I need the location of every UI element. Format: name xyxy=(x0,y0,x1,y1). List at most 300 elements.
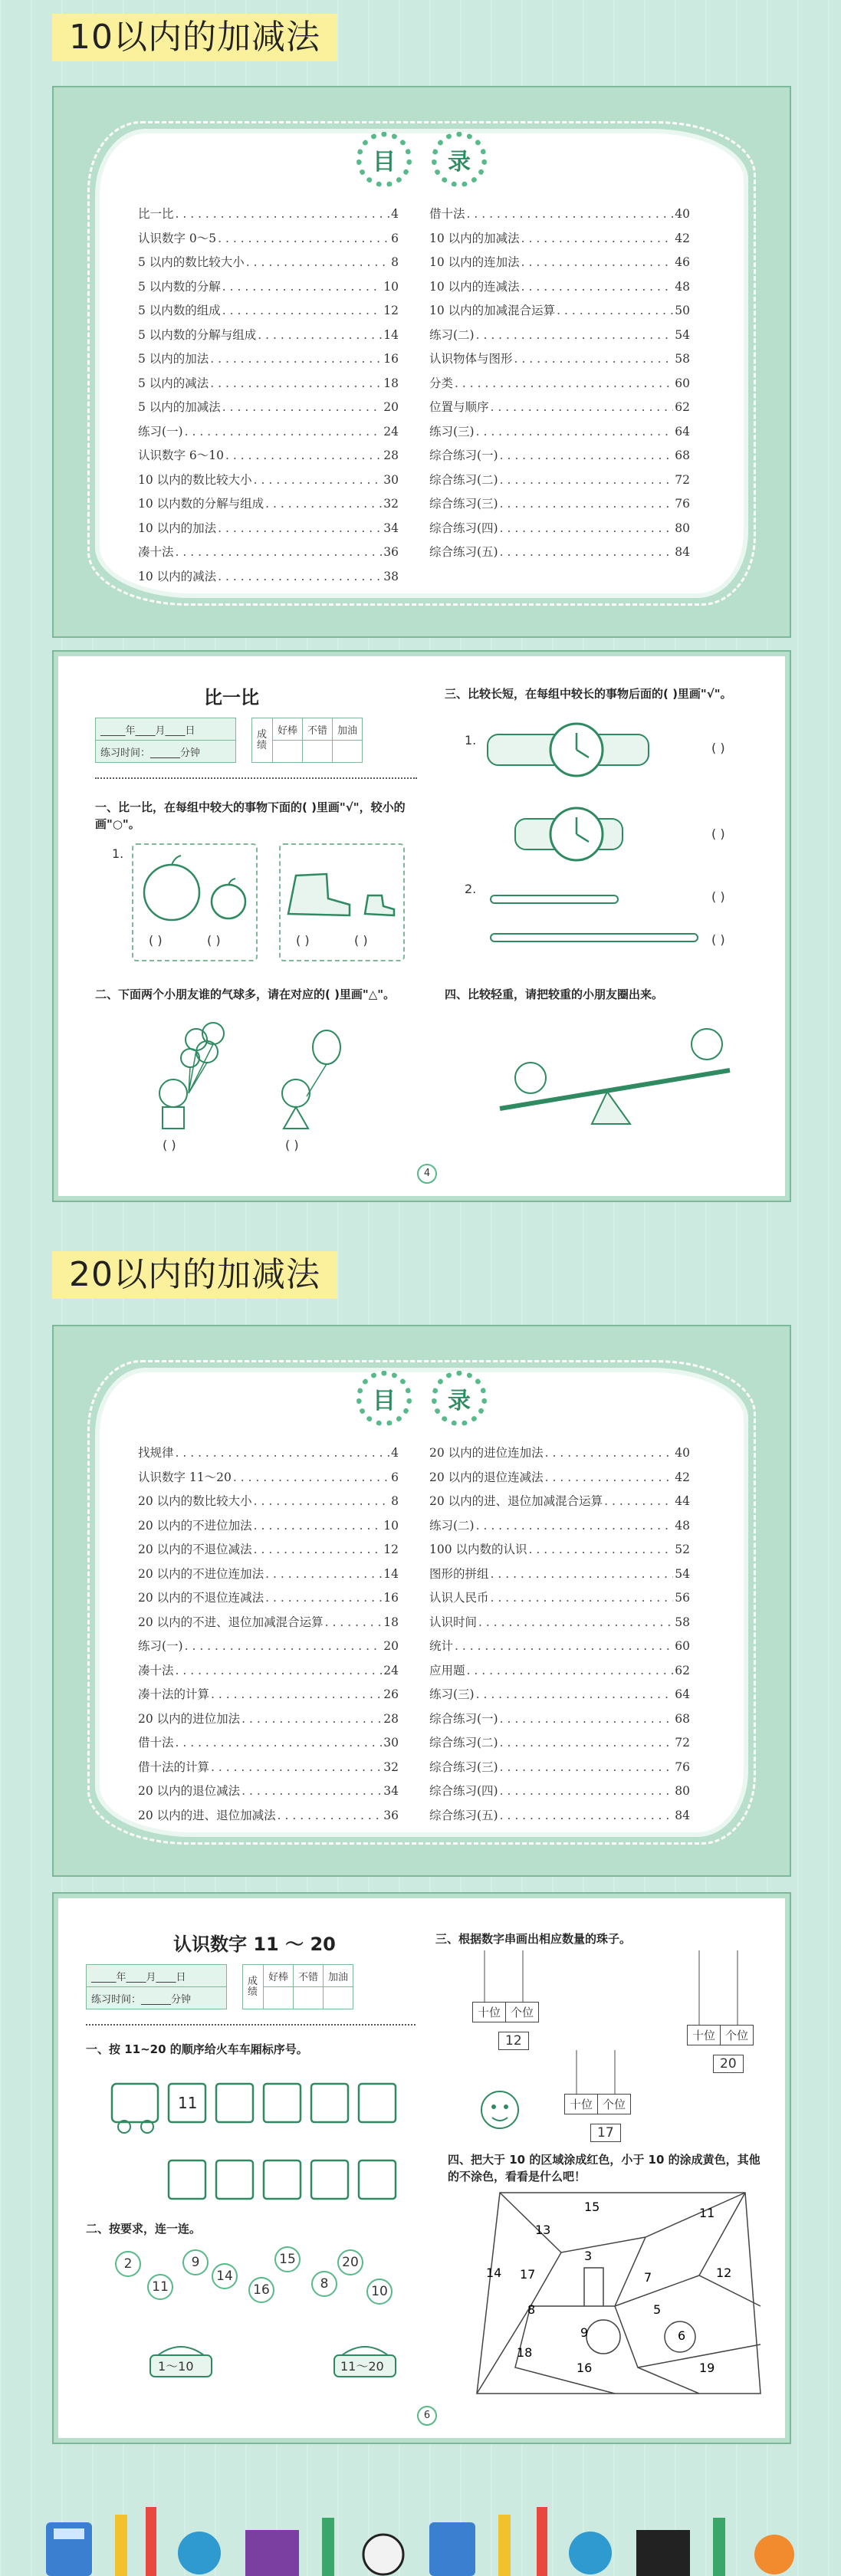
toc-entry-page: 24 xyxy=(383,424,399,439)
answer-paren[interactable]: ( ) xyxy=(711,932,725,947)
toc-entry[interactable] xyxy=(429,1804,690,1829)
shoe-group xyxy=(279,843,405,961)
region-number: 16 xyxy=(577,2361,593,2375)
page-number: 6 xyxy=(417,2406,437,2426)
divider xyxy=(95,777,417,779)
toc-entry[interactable] xyxy=(138,275,399,300)
toc-entry[interactable] xyxy=(429,1586,690,1611)
page-number: 4 xyxy=(417,1164,437,1184)
toc-entry[interactable] xyxy=(138,1611,399,1635)
toc-entry[interactable] xyxy=(138,540,399,565)
toc-entry-page: 68 xyxy=(675,449,690,462)
toc-dot-leader xyxy=(500,444,674,468)
toc-entry[interactable] xyxy=(138,1466,399,1490)
region-number: 17 xyxy=(520,2267,536,2282)
grade-cell[interactable] xyxy=(324,1987,353,2009)
toc-dot-leader xyxy=(500,1804,674,1829)
toc-entry[interactable] xyxy=(429,1466,690,1490)
toc-entry[interactable] xyxy=(429,1683,690,1707)
answer-paren[interactable]: ( ) xyxy=(207,933,221,948)
grade-ok: 不错 xyxy=(303,718,333,741)
divider xyxy=(86,2024,416,2026)
answer-paren[interactable]: ( ) xyxy=(285,1138,299,1152)
question-1: 一、比一比，在每组中较大的事物下面的( )里画"√"，较小的画"○"。 xyxy=(95,800,406,831)
toc-entry-page: 34 xyxy=(383,521,399,535)
toc-entry-page: 14 xyxy=(383,327,399,342)
toc-entry[interactable] xyxy=(429,468,690,493)
toc-entry-title: 5 以内数的组成 xyxy=(138,304,221,317)
toc-entry-title: 借十法 xyxy=(138,1736,174,1750)
grade-label: 成绩 xyxy=(252,718,273,763)
toc-entry-page: 16 xyxy=(383,352,399,366)
toc-entry-page: 32 xyxy=(383,1760,399,1774)
toc-entry[interactable] xyxy=(429,1514,690,1539)
number-circle[interactable]: 10 xyxy=(366,2279,393,2305)
toc-badge-mu: 目 xyxy=(356,132,412,187)
toc-panel-10 xyxy=(52,86,791,638)
toc-entry[interactable] xyxy=(138,1804,399,1829)
toc-entry-page: 18 xyxy=(383,376,399,390)
grade-cell[interactable] xyxy=(333,741,363,763)
time-line[interactable]: 练习时间：______分钟 xyxy=(87,1987,227,2009)
answer-paren[interactable]: ( ) xyxy=(296,933,310,948)
toc-entry-title: 应用题 xyxy=(429,1663,465,1677)
toc-entry[interactable] xyxy=(429,1779,690,1804)
toc-entry-title: 20 以内的退位连减法 xyxy=(429,1470,544,1484)
toc-entry-page: 30 xyxy=(383,472,399,487)
toc-entry[interactable] xyxy=(138,1514,399,1539)
region-number: 3 xyxy=(584,2249,593,2263)
toc-paper xyxy=(100,1372,744,1832)
toc-dot-leader xyxy=(265,1562,382,1587)
toc-entry[interactable] xyxy=(429,251,690,275)
answer-paren[interactable]: ( ) xyxy=(711,826,725,841)
toc-dot-leader xyxy=(529,1538,674,1562)
date-line[interactable]: _____年____月____日 xyxy=(96,718,236,741)
number-circle[interactable]: 15 xyxy=(274,2246,301,2272)
region-number: 19 xyxy=(699,2361,715,2375)
answer-paren[interactable]: ( ) xyxy=(163,1138,176,1152)
toc-entry[interactable] xyxy=(138,420,399,445)
toc-dot-leader xyxy=(478,1611,673,1635)
lesson-title: 认识数字 11 ～ 20 xyxy=(173,1934,336,1955)
toc-entry-title: 20 以内的不退位连减法 xyxy=(138,1591,264,1605)
toc-entry[interactable] xyxy=(429,540,690,565)
toc-entry-title: 100 以内数的认识 xyxy=(429,1543,527,1556)
toc-entry-page: 64 xyxy=(675,424,690,439)
toc-dot-leader xyxy=(218,227,389,251)
toc-dot-leader xyxy=(500,468,674,493)
grade-cell[interactable] xyxy=(264,1987,294,2009)
toc-entry[interactable] xyxy=(138,1779,399,1804)
toc-entry-page: 54 xyxy=(675,327,690,342)
toc-entry-page: 80 xyxy=(675,521,690,535)
grade-cell[interactable] xyxy=(294,1987,324,2009)
toc-entry-title: 20 以内的数比较大小 xyxy=(138,1494,252,1508)
toc-entry-title: 综合练习(一) xyxy=(429,1711,498,1726)
number-circle[interactable]: 8 xyxy=(311,2271,337,2297)
toc-entry-title: 10 以内的连加法 xyxy=(429,255,520,269)
toc-heading xyxy=(100,132,744,187)
orange-illustration xyxy=(133,845,256,929)
toc-entry[interactable] xyxy=(429,420,690,445)
region-number: 6 xyxy=(678,2328,686,2343)
toc-entry-page: 6 xyxy=(391,1470,399,1484)
toc-entry-page: 28 xyxy=(383,449,399,462)
info-table xyxy=(86,1964,353,2009)
toc-dot-leader xyxy=(476,324,674,348)
lesson-paper xyxy=(58,656,785,1196)
toc-entry[interactable] xyxy=(138,1562,399,1587)
toc-entry-title: 认识数字 0～5 xyxy=(138,231,217,245)
number-circle[interactable]: 11 xyxy=(147,2274,173,2300)
grade-good: 好棒 xyxy=(264,1965,294,1987)
toc-entry-page: 20 xyxy=(383,1639,399,1653)
toc-entry-page: 40 xyxy=(675,1446,690,1460)
number-circle[interactable]: 16 xyxy=(248,2277,274,2303)
toc-dot-leader xyxy=(455,1635,673,1659)
toc-entry-title: 练习(二) xyxy=(429,327,475,342)
toc-entry[interactable] xyxy=(138,251,399,275)
toc-entry[interactable] xyxy=(429,1659,690,1684)
toc-right-column xyxy=(429,1441,690,1828)
toc-dot-leader xyxy=(185,1635,383,1659)
toc-dot-leader xyxy=(514,347,674,372)
toc-entry-title: 练习(一) xyxy=(138,1639,183,1653)
toc-entry[interactable] xyxy=(429,372,690,396)
toc-entry-title: 10 以内的加法 xyxy=(138,521,217,535)
toc-entry-title: 位置与顺序 xyxy=(429,400,489,414)
group-number-1: 1. xyxy=(112,846,124,861)
toc-dot-leader xyxy=(265,1586,382,1611)
toc-entry[interactable] xyxy=(429,1707,690,1732)
toc-dot-leader xyxy=(218,565,382,590)
toc-entry[interactable] xyxy=(429,347,690,372)
toc-dot-leader xyxy=(233,1466,389,1490)
toc-dot-leader xyxy=(222,396,382,420)
toc-dot-leader xyxy=(176,1731,383,1756)
toc-dot-leader xyxy=(491,396,674,420)
toc-entry-page: 80 xyxy=(675,1784,690,1798)
toc-entry-title: 综合练习(三) xyxy=(429,1760,498,1774)
toc-entry-title: 认识时间 xyxy=(429,1615,478,1629)
number-circle[interactable]: 20 xyxy=(337,2249,363,2275)
toc-entry[interactable] xyxy=(138,324,399,348)
toc-entry[interactable] xyxy=(138,1441,399,1466)
time-line[interactable]: 练习时间：______分钟 xyxy=(96,741,236,763)
toc-entry[interactable] xyxy=(138,1586,399,1611)
toc-entry-page: 72 xyxy=(675,1736,690,1750)
toc-dot-leader xyxy=(521,251,674,275)
toc-entry-page: 26 xyxy=(383,1687,399,1701)
toc-dot-leader xyxy=(222,299,382,324)
toc-entry[interactable] xyxy=(138,517,399,541)
toc-dot-leader xyxy=(254,1490,389,1514)
answer-paren[interactable]: ( ) xyxy=(354,933,368,948)
toc-dot-leader xyxy=(241,1779,382,1804)
toc-entry-page: 24 xyxy=(383,1663,399,1677)
toc-dot-leader xyxy=(176,540,383,565)
toc-entry-title: 综合练习(三) xyxy=(429,497,498,511)
answer-paren[interactable]: ( ) xyxy=(711,741,725,755)
toc-entry[interactable] xyxy=(138,372,399,396)
toc-entry-title: 综合练习(二) xyxy=(429,1736,498,1750)
toc-entry-title: 10 以内的数比较大小 xyxy=(138,472,252,487)
toc-entry-title: 20 以内的不进位加法 xyxy=(138,1518,252,1533)
toc-entry-title: 20 以内的不进、退位加减混合运算 xyxy=(138,1615,324,1629)
number-circle[interactable]: 9 xyxy=(182,2249,209,2275)
toc-entry-title: 5 以内数的分解与组成 xyxy=(138,327,257,342)
answer-paren[interactable]: ( ) xyxy=(149,933,163,948)
toc-dot-leader xyxy=(258,324,382,348)
toc-entry-page: 6 xyxy=(391,231,399,245)
toc-entry-page: 46 xyxy=(675,255,690,269)
grade-cell[interactable] xyxy=(303,741,333,763)
toc-entry-title: 20 以内的退位减法 xyxy=(138,1784,241,1798)
toc-entry-title: 综合练习(五) xyxy=(429,1808,498,1822)
toc-entry[interactable] xyxy=(138,1635,399,1659)
toc-entry-title: 20 以内的不退位减法 xyxy=(138,1543,252,1556)
toc-entry[interactable] xyxy=(138,202,399,227)
toc-dot-leader xyxy=(176,202,390,227)
toc-entry[interactable] xyxy=(138,347,399,372)
toc-entry[interactable] xyxy=(429,1490,690,1514)
toc-dot-leader xyxy=(254,1514,383,1539)
grade-cell[interactable] xyxy=(273,741,303,763)
toc-dot-leader xyxy=(500,1779,674,1804)
toc-dot-leader xyxy=(500,1756,674,1780)
toc-entry-page: 64 xyxy=(675,1687,690,1701)
toc-entry-page: 50 xyxy=(675,304,690,317)
toc-entry-page: 72 xyxy=(675,472,690,487)
section-title-10: 10以内的加减法 xyxy=(52,14,337,61)
toc-entry[interactable] xyxy=(429,1538,690,1562)
toc-entry-page: 60 xyxy=(675,376,690,390)
toc-entry-title: 5 以内的加法 xyxy=(138,352,209,366)
fruit-group xyxy=(132,843,258,961)
region-number: 5 xyxy=(653,2302,662,2317)
region-number: 18 xyxy=(517,2345,533,2360)
basket-label[interactable]: 1～10 xyxy=(158,2359,194,2374)
toc-entry[interactable] xyxy=(138,565,399,590)
toc-entry[interactable] xyxy=(429,1756,690,1780)
toc-entry[interactable] xyxy=(429,275,690,300)
watch-illustration xyxy=(485,715,653,868)
toc-right-column xyxy=(429,202,690,565)
toc-entry[interactable] xyxy=(429,1731,690,1756)
question-4: 四、把大于 10 的区域涂成红色，小于 10 的涂成黄色，其他的不涂色，看看是什么吧！ xyxy=(448,2153,761,2183)
toc-badge-lu: 录 xyxy=(432,1371,487,1426)
group-number-2: 2. xyxy=(465,882,477,896)
toc-entry[interactable] xyxy=(138,444,399,468)
toc-dot-leader xyxy=(545,1466,674,1490)
toc-left-column xyxy=(138,202,399,589)
toc-dot-leader xyxy=(491,1586,674,1611)
number-circle[interactable]: 14 xyxy=(212,2263,238,2289)
toc-entry-title: 认识数字 11～20 xyxy=(138,1470,232,1484)
place-value-box xyxy=(564,2094,631,2114)
toc-entry[interactable] xyxy=(429,1635,690,1659)
toc-dot-leader xyxy=(278,1804,383,1829)
toc-entry-title: 5 以内的数比较大小 xyxy=(138,255,245,269)
toc-entry-page: 84 xyxy=(675,545,690,559)
toc-entry-title: 认识物体与图形 xyxy=(429,352,513,366)
toc-entry-title: 借十法的计算 xyxy=(138,1760,210,1774)
region-number: 14 xyxy=(486,2266,502,2280)
toc-entry-page: 4 xyxy=(391,207,399,221)
toc-entry[interactable] xyxy=(138,492,399,517)
toc-entry[interactable] xyxy=(429,324,690,348)
toc-entry-title: 5 以内数的分解 xyxy=(138,279,221,294)
toc-dot-leader xyxy=(211,1756,382,1780)
toc-entry-title: 10 以内的加减法 xyxy=(429,231,520,245)
toc-dot-leader xyxy=(218,517,382,541)
toc-entry[interactable] xyxy=(429,517,690,541)
toc-entry-page: 20 xyxy=(383,400,399,414)
bead-number: 17 xyxy=(590,2124,621,2142)
toc-entry-title: 练习(一) xyxy=(138,424,183,439)
toc-entry[interactable] xyxy=(138,1538,399,1562)
toc-entry-page: 76 xyxy=(675,497,690,511)
tens-label: 十位 xyxy=(570,2098,593,2111)
question-2: 二、下面两个小朋友谁的气球多，请在对应的( )里画"△"。 xyxy=(95,987,396,1001)
toc-entry-page: 36 xyxy=(383,1808,399,1822)
toc-entry[interactable] xyxy=(138,1731,399,1756)
grade-tryhard: 加油 xyxy=(333,718,363,741)
toc-entry-page: 36 xyxy=(383,545,399,559)
toc-dot-leader xyxy=(476,1683,674,1707)
basket-label[interactable]: 11～20 xyxy=(340,2359,384,2374)
toc-entry[interactable] xyxy=(138,396,399,420)
toc-entry-title: 综合练习(四) xyxy=(429,1784,498,1798)
bead-number: 20 xyxy=(713,2055,744,2073)
toc-entry[interactable] xyxy=(429,299,690,324)
toc-entry[interactable] xyxy=(138,1490,399,1514)
toc-entry-title: 综合练习(五) xyxy=(429,545,498,559)
toc-entry-title: 10 以内的加减混合运算 xyxy=(429,304,556,317)
answer-paren[interactable]: ( ) xyxy=(711,889,725,904)
bead-number: 12 xyxy=(498,2032,529,2050)
toc-entry-page: 8 xyxy=(391,1494,399,1508)
tens-label: 十位 xyxy=(692,2029,716,2042)
toc-entry-page: 62 xyxy=(675,1663,690,1677)
toc-entry-title: 5 以内的加减法 xyxy=(138,400,221,414)
toc-dot-leader xyxy=(476,1514,674,1539)
ones-label: 个位 xyxy=(505,2003,538,2022)
toc-entry[interactable] xyxy=(429,1562,690,1587)
toc-paper xyxy=(100,133,744,593)
toc-dot-leader xyxy=(500,492,674,517)
toc-entry[interactable] xyxy=(138,299,399,324)
toc-entry-title: 分类 xyxy=(429,376,454,390)
toc-entry-title: 图形的拼组 xyxy=(429,1566,489,1581)
toc-entry[interactable] xyxy=(138,227,399,251)
toc-entry-title: 凑十法 xyxy=(138,545,174,559)
toc-entry-title: 认识数字 6～10 xyxy=(138,449,225,462)
toc-entry-page: 14 xyxy=(383,1566,399,1581)
toc-entry[interactable] xyxy=(138,1756,399,1780)
toc-dot-leader xyxy=(176,1441,390,1466)
toc-entry[interactable] xyxy=(429,396,690,420)
toc-entry-page: 54 xyxy=(675,1566,690,1581)
toc-entry-page: 38 xyxy=(383,569,399,583)
toc-entry-page: 10 xyxy=(383,1518,399,1533)
place-value-box xyxy=(472,2002,539,2022)
toc-entry-title: 20 以内的进位连加法 xyxy=(429,1446,544,1460)
toc-entry-title: 5 以内的减法 xyxy=(138,376,209,390)
toc-entry-title: 20 以内的进、退位加减法 xyxy=(138,1808,276,1822)
toc-dot-leader xyxy=(500,540,674,565)
toc-entry-page: 16 xyxy=(383,1591,399,1605)
toc-entry[interactable] xyxy=(429,227,690,251)
toc-entry[interactable] xyxy=(138,1683,399,1707)
question-1: 一、按 11~20 的顺序给火车车厢标序号。 xyxy=(86,2042,308,2056)
toc-entry-page: 44 xyxy=(675,1494,690,1508)
toc-entry-title: 借十法 xyxy=(429,207,465,221)
toc-entry-page: 84 xyxy=(675,1808,690,1822)
toc-dot-leader xyxy=(225,444,382,468)
toc-entry[interactable] xyxy=(429,1441,690,1466)
place-value-box xyxy=(687,2025,754,2045)
toc-dot-leader xyxy=(521,227,674,251)
toc-entry-title: 练习(三) xyxy=(429,1687,475,1701)
question-2: 二、按要求，连一连。 xyxy=(86,2222,202,2236)
question-3: 三、比较长短，在每组中较长的事物后面的( )里画"√"。 xyxy=(445,687,732,701)
toc-entry-title: 统计 xyxy=(429,1639,454,1653)
toc-dot-leader xyxy=(500,517,674,541)
toc-entry-title: 凑十法 xyxy=(138,1663,174,1677)
region-number: 11 xyxy=(699,2206,715,2220)
ones-label: 个位 xyxy=(720,2026,753,2045)
lesson-paper xyxy=(58,1898,785,2438)
toc-entry-page: 68 xyxy=(675,1711,690,1726)
toc-entry-page: 40 xyxy=(675,207,690,221)
toc-entry-page: 32 xyxy=(383,497,399,511)
toc-entry[interactable] xyxy=(429,1611,690,1635)
toc-entry-title: 20 以内的进位加法 xyxy=(138,1711,241,1726)
number-circle[interactable]: 2 xyxy=(115,2251,141,2277)
toc-entry-title: 认识人民币 xyxy=(429,1591,489,1605)
toc-entry-page: 60 xyxy=(675,1639,690,1653)
toc-entry[interactable] xyxy=(138,468,399,493)
group-number-1: 1. xyxy=(465,733,477,748)
toc-badge-mu: 目 xyxy=(356,1371,412,1426)
toc-entry-title: 凑十法的计算 xyxy=(138,1687,210,1701)
toc-dot-leader xyxy=(210,347,382,372)
toc-dot-leader xyxy=(500,1731,674,1756)
lesson-page-6 xyxy=(52,1892,791,2444)
toc-entry[interactable] xyxy=(138,1707,399,1732)
toc-entry-page: 4 xyxy=(391,1446,399,1460)
toc-entry-page: 30 xyxy=(383,1736,399,1750)
section-title-20: 20以内的加减法 xyxy=(52,1251,337,1299)
toc-entry-title: 比一比 xyxy=(138,207,174,221)
grade-ok: 不错 xyxy=(294,1965,324,1987)
toc-dot-leader xyxy=(476,420,674,445)
train-illustration xyxy=(104,2068,426,2214)
toc-dot-leader xyxy=(265,492,382,517)
color-region-puzzle[interactable] xyxy=(469,2191,768,2395)
region-number: 8 xyxy=(527,2302,536,2317)
lesson-title: 比一比 xyxy=(204,687,259,708)
mascot-illustration xyxy=(469,2082,531,2144)
date-line[interactable]: _____年____月____日 xyxy=(87,1965,227,1987)
toc-entry[interactable] xyxy=(429,444,690,468)
toc-entry[interactable] xyxy=(429,202,690,227)
toc-entry[interactable] xyxy=(429,492,690,517)
toc-entry[interactable] xyxy=(138,1659,399,1684)
toc-dot-leader xyxy=(246,251,389,275)
